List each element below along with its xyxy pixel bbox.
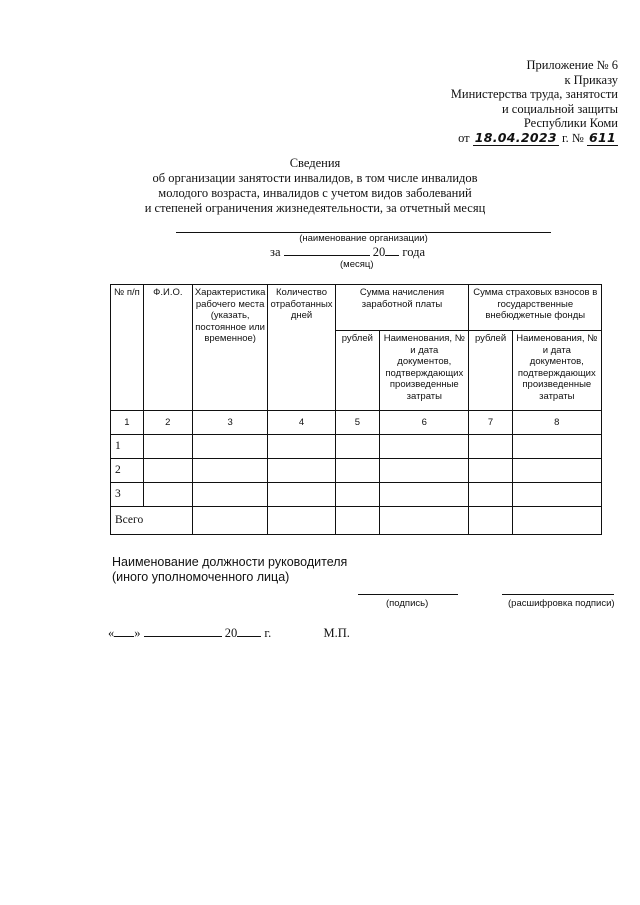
order-number: 611 <box>589 129 616 145</box>
row-number: 2 <box>111 459 144 483</box>
signatory-title <box>112 555 347 585</box>
organization-caption: (наименование организации) <box>299 233 428 244</box>
signature-field[interactable] <box>358 594 458 595</box>
table-cell[interactable] <box>192 459 268 483</box>
header-insurance: Сумма страховых взносов в государственные внебюджетные фонды <box>469 285 602 331</box>
close-quote: » <box>134 626 141 640</box>
period-row <box>270 244 425 260</box>
signatory-line: Наименование должности руководителя <box>112 555 348 569</box>
column-number: 8 <box>512 411 601 435</box>
table-row <box>111 483 602 507</box>
header-salary: Сумма начисления заработной платы <box>335 285 469 331</box>
year-suffix: года <box>402 245 425 259</box>
period-prefix: за <box>270 245 281 259</box>
appendix-line: Республики Коми <box>523 116 618 131</box>
row-number: 1 <box>111 435 144 459</box>
column-number: 7 <box>469 411 512 435</box>
day-field[interactable] <box>114 625 134 637</box>
stamp-place: М.П. <box>323 626 350 640</box>
table-cell[interactable] <box>469 459 512 483</box>
header-workplace: Характеристика рабочего места (указать, постоянное или временное) <box>192 285 268 411</box>
table-cell[interactable] <box>512 483 601 507</box>
table-cell[interactable] <box>335 483 380 507</box>
column-number: 2 <box>143 411 192 435</box>
signature-decode-caption: (расшифровка подписи) <box>508 598 615 609</box>
table-cell[interactable] <box>512 435 601 459</box>
appendix-block <box>451 58 618 146</box>
table-cell[interactable] <box>512 459 601 483</box>
appendix-line: к Приказу <box>564 72 618 87</box>
table-cell[interactable] <box>380 483 469 507</box>
table-cell[interactable] <box>268 435 335 459</box>
table-cell[interactable] <box>268 459 335 483</box>
appendix-line: Министерства труда, занятости <box>450 87 618 102</box>
title-line: Сведения <box>289 156 341 170</box>
table-cell[interactable] <box>469 483 512 507</box>
table-cell[interactable] <box>512 507 601 535</box>
year-field[interactable] <box>385 244 399 256</box>
table-cell[interactable] <box>380 435 469 459</box>
year-suffix: г. № <box>561 130 584 145</box>
signature-caption: (подпись) <box>386 598 429 609</box>
column-number: 1 <box>111 411 144 435</box>
header-rubles-insurance: рублей <box>469 331 512 411</box>
title-line: молодого возраста, инвалидов с учетом видов заболеваний <box>158 186 472 200</box>
table-cell[interactable] <box>380 507 469 535</box>
table-cell[interactable] <box>143 459 192 483</box>
signatory-line: (иного уполномоченного лица) <box>112 570 290 584</box>
table-cell[interactable] <box>143 483 192 507</box>
header-number: № п/п <box>111 285 144 411</box>
row-number: 3 <box>111 483 144 507</box>
year-suffix: г. <box>264 626 272 640</box>
table-cell[interactable] <box>143 435 192 459</box>
table-cell[interactable] <box>268 483 335 507</box>
date-row <box>108 625 350 641</box>
document-title <box>130 156 500 216</box>
order-reference <box>451 131 618 146</box>
month-field[interactable] <box>144 625 222 637</box>
table-cell[interactable] <box>469 435 512 459</box>
table-cell[interactable] <box>469 507 512 535</box>
title-line: об организации занятости инвалидов, в том числе инвалидов <box>152 171 478 185</box>
appendix-line: и социальной защиты <box>501 101 618 116</box>
year-field[interactable] <box>237 625 261 637</box>
column-number: 4 <box>268 411 335 435</box>
table-cell[interactable] <box>192 483 268 507</box>
header-docs-salary: Наименования, № и дата документов, подтверждающих произведенные затраты <box>380 331 469 411</box>
table-cell[interactable] <box>335 507 380 535</box>
from-prefix: от <box>458 130 470 145</box>
total-row <box>111 507 602 535</box>
table-cell[interactable] <box>192 435 268 459</box>
table-row <box>111 435 602 459</box>
month-field[interactable] <box>284 244 370 256</box>
table-row <box>111 459 602 483</box>
signature-decode-field[interactable] <box>502 594 614 595</box>
column-number: 3 <box>192 411 268 435</box>
title-line: и степеней ограничения жизнедеятельности, за отчетный месяц <box>144 201 486 215</box>
year-prefix: 20 <box>372 245 386 259</box>
header-rubles-salary: рублей <box>335 331 380 411</box>
header-fio: Ф.И.О. <box>143 285 192 411</box>
column-number: 6 <box>380 411 469 435</box>
table-cell[interactable] <box>268 507 335 535</box>
header-days: Количество отработанных дней <box>268 285 335 411</box>
open-quote: « <box>108 626 115 640</box>
report-table <box>110 284 602 535</box>
month-caption: (месяц) <box>340 259 374 270</box>
table-cell[interactable] <box>380 459 469 483</box>
order-date: 18.04.2023 <box>474 129 557 145</box>
total-label: Всего <box>111 507 193 535</box>
table-cell[interactable] <box>335 435 380 459</box>
table-cell[interactable] <box>335 459 380 483</box>
header-docs-insurance: Наименования, № и дата документов, подтверждающих произведенные затраты <box>512 331 601 411</box>
table-cell[interactable] <box>192 507 268 535</box>
year-prefix: 20 <box>224 626 238 640</box>
appendix-line: Приложение № 6 <box>526 58 618 72</box>
column-number: 5 <box>335 411 380 435</box>
